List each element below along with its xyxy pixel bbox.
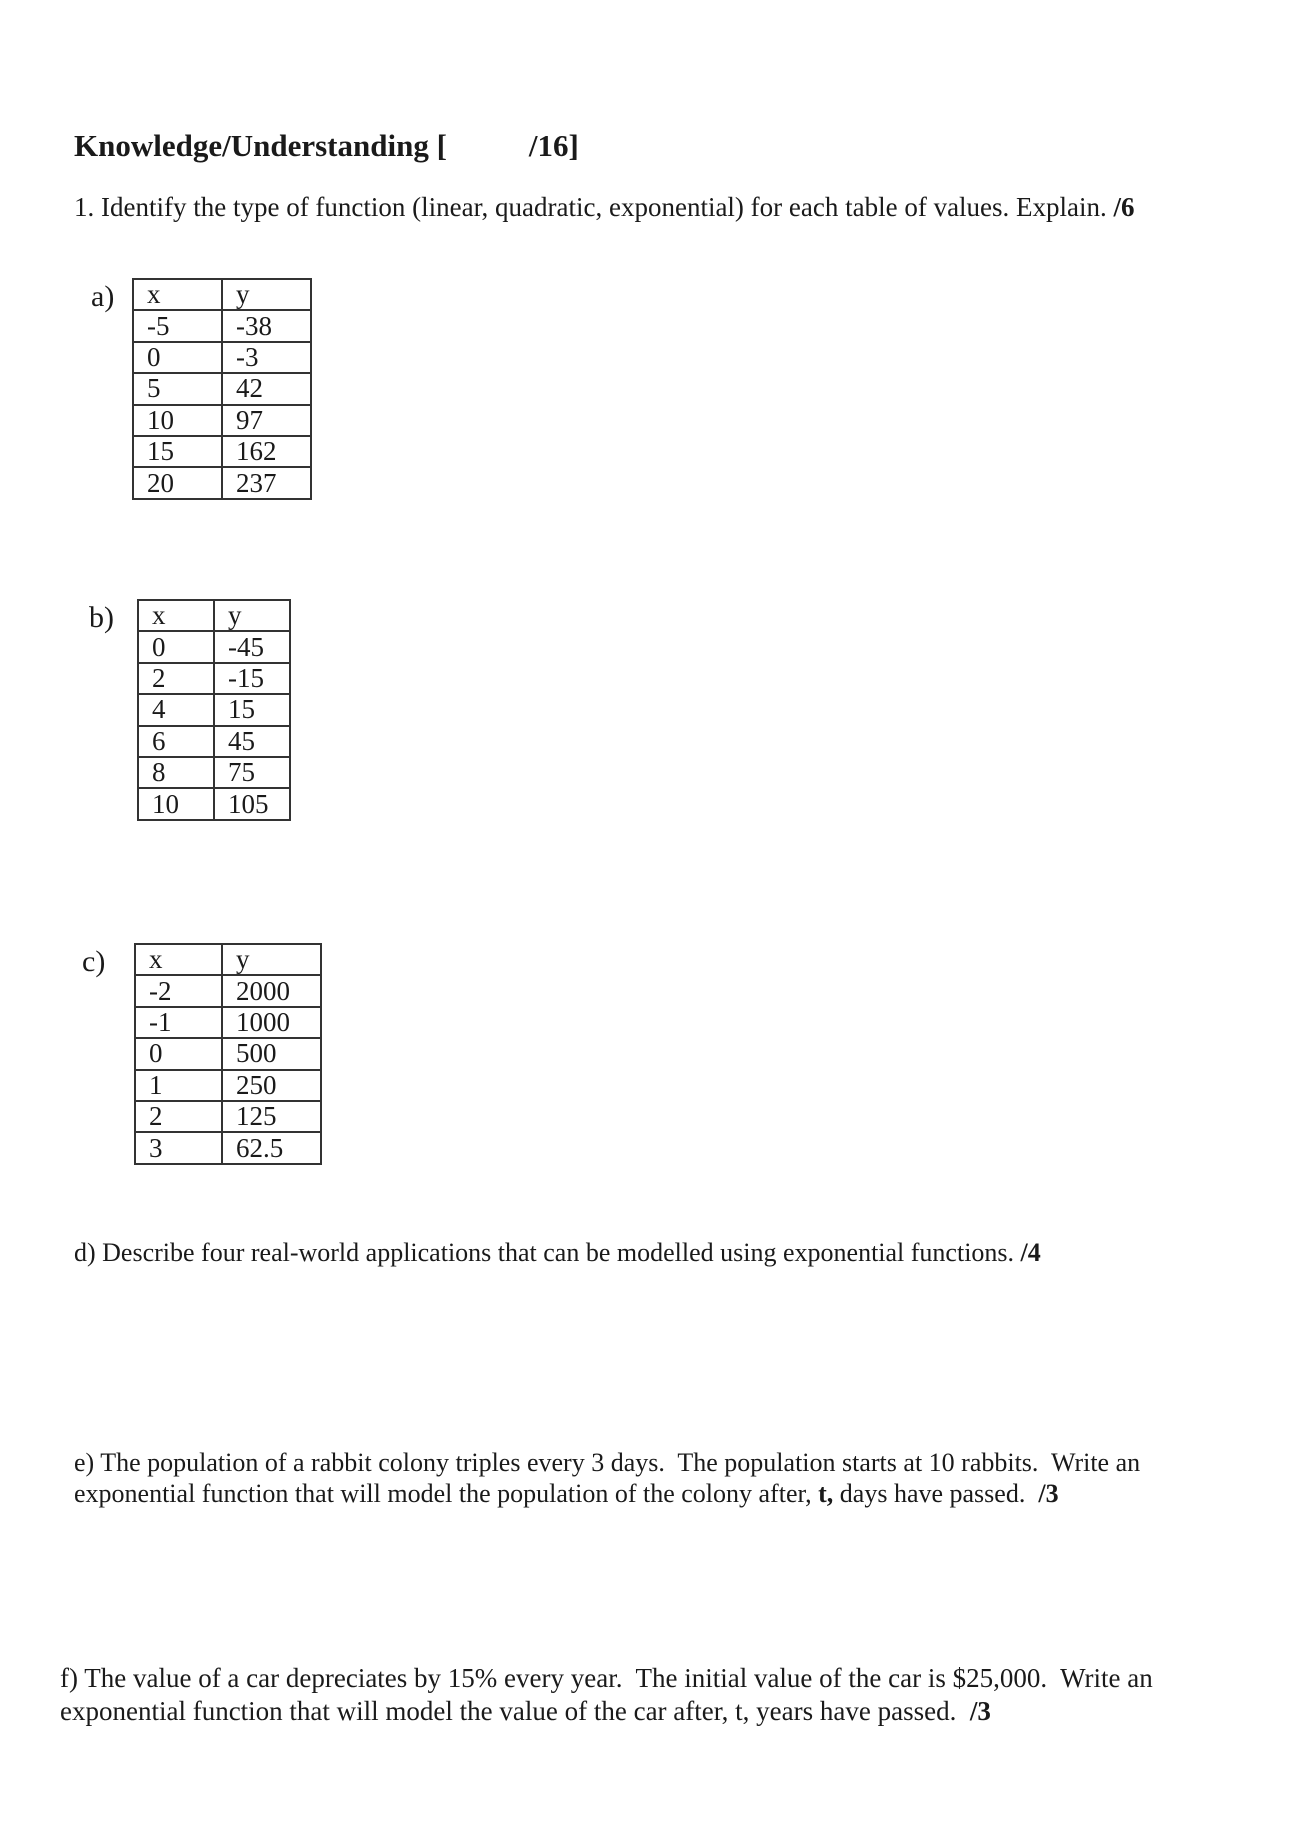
question-1-text: 1. Identify the type of function (linear, quadratic, exponential) for each table of values. Explain. xyxy=(74,192,1107,222)
question-f-line-2 xyxy=(60,1695,1153,1728)
cell-y: 62.5 xyxy=(222,1132,321,1163)
question-e-line-1: e) The population of a rabbit colony triples every 3 days. The population starts at 10 rabbits. Write an xyxy=(74,1448,1141,1477)
cell-x: 2 xyxy=(135,1101,222,1132)
cell-x: -2 xyxy=(135,975,222,1006)
table-row xyxy=(135,1132,321,1163)
question-f-line-1: f) The value of a car depreciates by 15% every year. The initial value of the car is $25,000. Write an xyxy=(60,1663,1153,1693)
table-row xyxy=(135,1070,321,1101)
part-a-label: a) xyxy=(91,280,115,313)
cell-x: 0 xyxy=(133,342,222,373)
table-row xyxy=(135,1007,321,1038)
cell-x: 5 xyxy=(133,373,222,404)
question-f xyxy=(60,1662,1153,1728)
table-row xyxy=(135,1038,321,1069)
header-x: x xyxy=(133,279,222,310)
heading-title: Knowledge/Understanding [ xyxy=(74,128,447,163)
table-row xyxy=(138,757,290,788)
question-e-marks: /3 xyxy=(1038,1479,1059,1508)
question-1 xyxy=(74,192,1135,223)
cell-y: 2000 xyxy=(222,975,321,1006)
header-y: y xyxy=(214,600,290,631)
part-c-label: c) xyxy=(82,945,106,978)
table-c xyxy=(134,943,322,1165)
cell-y: 125 xyxy=(222,1101,321,1132)
question-d-marks: /4 xyxy=(1020,1238,1041,1267)
header-x: x xyxy=(138,600,214,631)
cell-y: 500 xyxy=(222,1038,321,1069)
question-e-variable: t, xyxy=(818,1479,834,1508)
question-e xyxy=(74,1447,1140,1509)
cell-x: 1 xyxy=(135,1070,222,1101)
cell-y: 105 xyxy=(214,788,290,819)
question-1-marks: /6 xyxy=(1113,192,1135,222)
header-y: y xyxy=(222,944,321,975)
cell-x: 3 xyxy=(135,1132,222,1163)
table-b xyxy=(137,599,291,821)
table-header-row xyxy=(135,944,321,975)
cell-y: -38 xyxy=(222,310,311,341)
cell-x: 10 xyxy=(133,405,222,436)
table-header-row xyxy=(138,600,290,631)
heading-score: /16] xyxy=(528,128,579,163)
cell-x: 15 xyxy=(133,436,222,467)
cell-x: 10 xyxy=(138,788,214,819)
cell-y: 42 xyxy=(222,373,311,404)
cell-x: 0 xyxy=(135,1038,222,1069)
question-e-line-2-end: days have passed. xyxy=(833,1479,1026,1508)
cell-y: 237 xyxy=(222,467,311,498)
cell-y: 75 xyxy=(214,757,290,788)
header-y: y xyxy=(222,279,311,310)
table-row xyxy=(133,310,311,341)
cell-y: -15 xyxy=(214,663,290,694)
table-row xyxy=(138,694,290,725)
cell-y: 1000 xyxy=(222,1007,321,1038)
cell-y: 250 xyxy=(222,1070,321,1101)
table-row xyxy=(133,405,311,436)
table-row xyxy=(138,663,290,694)
table-a xyxy=(132,278,312,500)
question-f-line-2-text: exponential function that will model the value of the car after, t, years have passed. xyxy=(60,1696,957,1726)
table-row xyxy=(133,373,311,404)
cell-x: 4 xyxy=(138,694,214,725)
cell-y: -3 xyxy=(222,342,311,373)
cell-y: 97 xyxy=(222,405,311,436)
table-row xyxy=(138,726,290,757)
table-row xyxy=(138,631,290,662)
cell-x: -1 xyxy=(135,1007,222,1038)
cell-y: 45 xyxy=(214,726,290,757)
cell-x: 2 xyxy=(138,663,214,694)
table-row xyxy=(138,788,290,819)
question-e-line-2 xyxy=(74,1478,1140,1509)
question-e-line-2-text: exponential function that will model the population of the colony after, xyxy=(74,1479,819,1508)
question-d-text: d) Describe four real-world applications that can be modelled using exponential functions. xyxy=(74,1238,1015,1267)
table-header-row xyxy=(133,279,311,310)
question-f-marks: /3 xyxy=(969,1696,991,1726)
cell-x: 0 xyxy=(138,631,214,662)
cell-x: 20 xyxy=(133,467,222,498)
cell-x: 6 xyxy=(138,726,214,757)
cell-y: 15 xyxy=(214,694,290,725)
question-d xyxy=(74,1237,1041,1268)
table-row xyxy=(135,1101,321,1132)
part-b-label: b) xyxy=(89,601,114,634)
table-row xyxy=(133,342,311,373)
table-row xyxy=(133,467,311,498)
cell-x: -5 xyxy=(133,310,222,341)
header-x: x xyxy=(135,944,222,975)
table-row xyxy=(135,975,321,1006)
cell-y: -45 xyxy=(214,631,290,662)
table-row xyxy=(133,436,311,467)
cell-x: 8 xyxy=(138,757,214,788)
cell-y: 162 xyxy=(222,436,311,467)
section-heading xyxy=(74,128,579,164)
